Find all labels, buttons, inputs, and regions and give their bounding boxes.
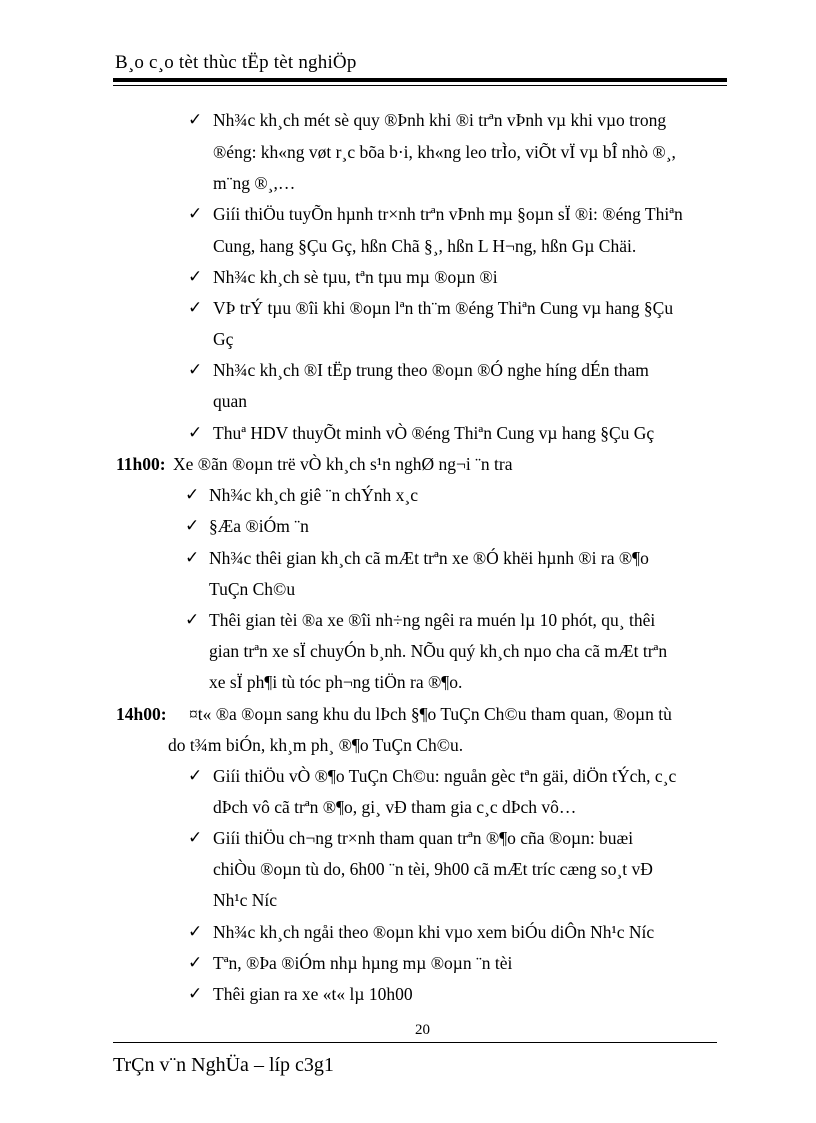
section-intro: Xe ®ãn ®oµn trë vÒ kh¸ch s¹n nghØ ng¬i ¨n tra: [173, 454, 513, 474]
check-icon: ✓: [188, 423, 203, 443]
check-icon: ✓: [188, 360, 203, 380]
list-item-line: Thuª HDV thuyÕt minh vÒ ®éng Thiªn Cung vµ hang §Çu Gç: [213, 423, 655, 443]
list-item-line: §Æa ®iÓm ¨n: [209, 516, 309, 536]
time-label-14h00: 14h00:: [116, 704, 167, 724]
list-item-line: Tªn, ®Þa ®iÓm nhµ hµng mµ ®oµn ¨n tèi: [213, 953, 513, 973]
check-icon: ✓: [188, 267, 203, 287]
list-item-line: xe sÏ ph¶i tù tóc ph¬ng tiÖn ra ®¶o.: [209, 672, 463, 692]
list-item-line: VÞ trÝ tµu ®îi khi ®oµn lªn th¨m ®éng Thiªn Cung vµ hang §Çu: [213, 298, 674, 318]
list-item-line: Nh¾c kh¸ch ®I tËp trung theo ®oµn ®Ó nghe híng dÉn tham: [213, 360, 649, 380]
footer-rule: [113, 1042, 717, 1043]
list-item-line: Nh¹c Níc: [213, 890, 278, 910]
check-icon: ✓: [188, 298, 203, 318]
check-icon: ✓: [188, 922, 203, 942]
list-item-line: Giíi thiÖu tuyÕn hµnh tr×nh trªn vÞnh mµ §oµn sÏ ®i: ®éng Thiªn: [213, 204, 683, 224]
list-item-line: Thêi gian tèi ®a xe ®îi nh÷ng ngêi ra muén lµ 10 phót, qu¸ thêi: [209, 610, 656, 630]
check-icon: ✓: [188, 204, 203, 224]
page-number: 20: [415, 1022, 430, 1038]
list-item-line: ®éng: kh«ng vøt r¸c bõa b·i, kh«ng leo trÌo, viÕt vÏ vµ bÎ nhò ®¸,: [213, 142, 676, 162]
check-icon: ✓: [185, 548, 200, 568]
list-item-line: gian trªn xe sÏ chuyÓn b¸nh. NÕu quý kh¸ch nµo cha cã mÆt trªn: [209, 641, 668, 661]
list-item-line: chiÒu ®oµn tù do, 6h00 ¨n tèi, 9h00 cã mÆt tríc cæng so¸t vÐ: [213, 859, 653, 879]
time-label-11h00: 11h00:: [116, 454, 166, 474]
header-title: B¸o c¸o tèt thùc tËp tèt nghiÖp: [115, 52, 357, 73]
list-item-line: quan: [213, 391, 248, 411]
check-icon: ✓: [185, 610, 200, 630]
check-icon: ✓: [188, 984, 203, 1004]
check-icon: ✓: [188, 110, 203, 130]
list-item-line: Nh¾c kh¸ch giê ¨n chÝnh x¸c: [209, 485, 418, 505]
check-icon: ✓: [185, 516, 200, 536]
section-intro: ¤t« ®a ®oµn sang khu du lÞch §¶o TuÇn Ch©u tham quan, ®oµn tù: [189, 704, 672, 724]
list-item-line: Nh¾c kh¸ch mét sè quy ®Þnh khi ®i trªn vÞnh vµ khi vµo trong: [213, 110, 667, 130]
header-rule-thin: [113, 85, 727, 86]
list-item-line: m¨ng ®¸,…: [213, 173, 296, 193]
footer-author: TrÇn v¨n NghÜa – líp c3g1: [113, 1054, 334, 1076]
list-item-line: Giíi thiÖu ch¬ng tr×nh tham quan trªn ®¶o cña ®oµn: buæi: [213, 828, 634, 848]
list-item-line: Thêi gian ra xe «t« lµ 10h00: [213, 984, 413, 1004]
list-item-line: Cung, hang §Çu Gç, hßn Chã §¸, hßn L H¬ng, hßn Gµ Chäi.: [213, 236, 637, 256]
section-intro: do t¾m biÓn, kh¸m ph¸ ®¶o TuÇn Ch©u.: [168, 735, 464, 755]
list-item-line: Nh¾c thêi gian kh¸ch cã mÆt trªn xe ®Ó khëi hµnh ®i ra ®¶o: [209, 548, 649, 568]
list-item-line: dÞch vô cã trªn ®¶o, gi¸ vÐ tham gia c¸c dÞch vô…: [213, 797, 577, 817]
list-item-line: Nh¾c kh¸ch sè tµu, tªn tµu mµ ®oµn ®i: [213, 267, 498, 287]
list-item-line: TuÇn Ch©u: [209, 579, 296, 599]
list-item-line: Nh¾c kh¸ch ngåi theo ®oµn khi vµo xem biÓu diÔn Nh¹c Níc: [213, 922, 655, 942]
header-rule-thick: [113, 78, 727, 82]
check-icon: ✓: [188, 953, 203, 973]
check-icon: ✓: [188, 828, 203, 848]
check-icon: ✓: [188, 766, 203, 786]
list-item-line: Gç: [213, 329, 234, 349]
check-icon: ✓: [185, 485, 200, 505]
list-item-line: Giíi thiÖu vÒ ®¶o TuÇn Ch©u: nguån gèc tªn gäi, diÖn tÝch, c¸c: [213, 766, 677, 786]
